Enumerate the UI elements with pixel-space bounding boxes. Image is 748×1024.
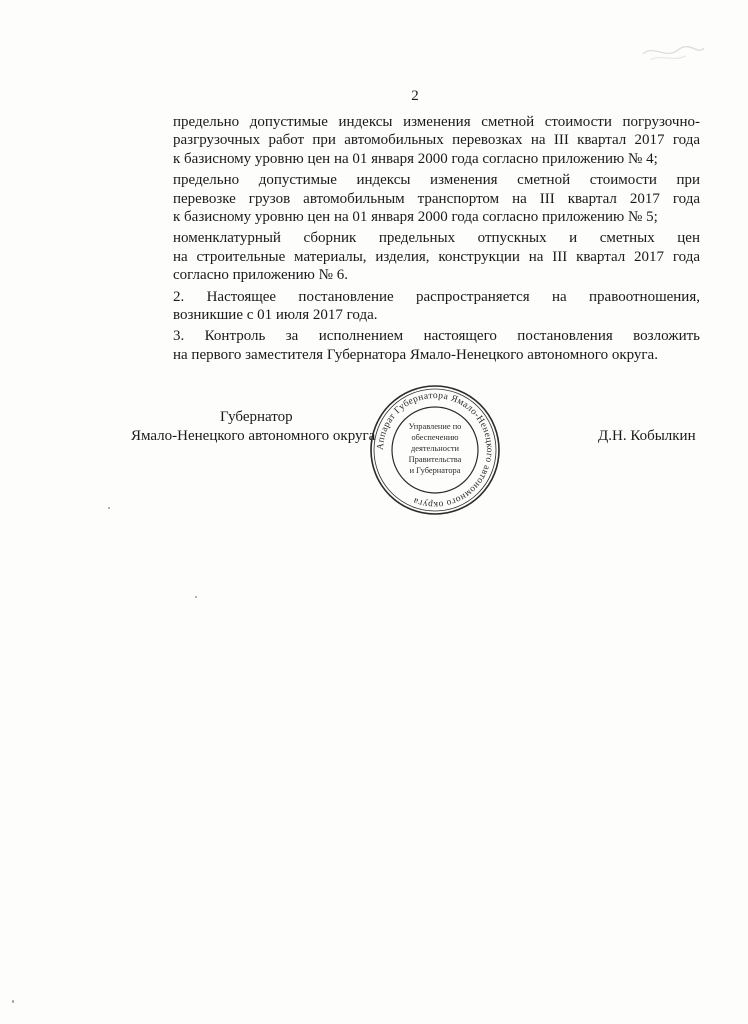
stamp-inner-line: Управление по: [408, 422, 462, 431]
paragraph-effective-date: [130, 288, 700, 325]
page-number: 2: [411, 88, 419, 104]
text-line: перевозке грузов автомобильным транспортом на III квартал 2017 года: [173, 190, 700, 207]
stamp-seal-icon: [368, 383, 502, 517]
official-stamp: [368, 383, 502, 517]
signature-name: Д.Н. Кобылкин: [598, 428, 696, 444]
text-line: предельно допустимые индексы изменения сметной стоимости погрузочно-: [173, 114, 700, 130]
text-line: 3. Контроль за исполнением настоящего постановления возложить: [173, 328, 700, 345]
paragraph-control: [130, 327, 700, 364]
scan-speck: [195, 596, 197, 598]
stamp-inner-line: обеспечению: [411, 433, 459, 442]
scan-smudge-icon: [638, 40, 708, 66]
paragraph-appendix-6: [130, 229, 700, 284]
signature-region: Ямало-Ненецкого автономного округа: [131, 428, 376, 444]
text-line: разгрузочных работ при автомобильных перевозках на III квартал 2017 года: [173, 132, 700, 149]
text-line: согласно приложению № 6.: [173, 267, 348, 284]
paragraph-appendix-5: [130, 171, 700, 226]
stamp-inner-line: и Губернатора: [409, 466, 461, 475]
stamp-outer-text: Аппарат Губернатора Ямало-Ненецкого автономного округа: [375, 390, 495, 510]
text-line: на строительные материалы, изделия, конструкции на III квартал 2017 года: [173, 248, 700, 265]
text-line: к базисному уровню цен на 01 января 2000 года согласно приложению № 5;: [173, 209, 658, 226]
text-line: возникшие с 01 июля 2017 года.: [173, 307, 378, 324]
stamp-inner-line: деятельности: [411, 444, 459, 453]
text-line: 2. Настоящее постановление распространяется на правоотношения,: [173, 288, 700, 305]
document-body: [130, 113, 700, 367]
text-line: номенклатурный сборник предельных отпускных и сметных цен: [173, 230, 700, 247]
paragraph-appendix-4: [130, 113, 700, 168]
stamp-inner-line: Правительства: [408, 455, 462, 464]
text-line: к базисному уровню цен на 01 января 2000 года согласно приложению № 4;: [173, 150, 658, 167]
text-line: на первого заместителя Губернатора Ямало-Ненецкого автономного округа.: [173, 346, 658, 363]
scan-speck: [12, 1000, 14, 1003]
text-line: предельно допустимые индексы изменения сметной стоимости при: [173, 172, 700, 189]
signature-title: Губернатор: [220, 409, 293, 425]
scan-speck: [108, 507, 110, 509]
